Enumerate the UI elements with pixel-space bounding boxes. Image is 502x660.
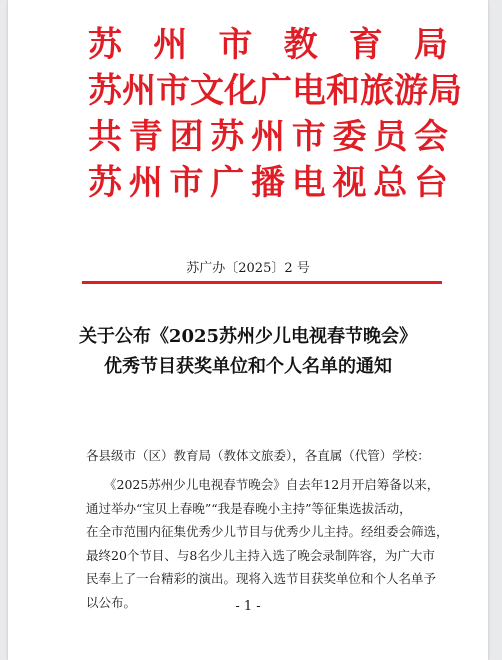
issuer-character: 苏 — [88, 71, 122, 111]
issuer-character: 委 — [332, 117, 367, 157]
issuer-character: 苏 — [210, 117, 245, 157]
issuer-character: 电 — [291, 163, 326, 203]
issuer-character: 和 — [326, 71, 360, 111]
body-line: 《2025苏州少儿电视春节晚会》自去年12月开启筹备以来， — [104, 477, 440, 492]
issuer-character: 电 — [292, 71, 326, 111]
issuer-character: 共 — [88, 117, 122, 157]
issuer-character: 会 — [414, 117, 448, 157]
body-line: 民奉上了一台精彩的演出。现将入选节目获奖单位和个人名单予 — [86, 571, 437, 586]
issuer-character: 旅 — [360, 71, 394, 111]
issuer-character: 团 — [169, 117, 204, 157]
issuer-character: 局 — [428, 71, 462, 111]
title-line-1: 关于公布《2025苏州少儿电视春节晚会》 — [78, 326, 418, 347]
salutation: 各县级市（区）教育局（教体文旅委），各直属（代管）学校： — [86, 448, 430, 463]
issuer-character: 州 — [251, 117, 285, 157]
issuer-character: 台 — [414, 163, 448, 203]
issuer-character: 局 — [413, 25, 448, 65]
issuer-character: 州 — [153, 25, 188, 65]
issuer-line-youth-league — [88, 114, 448, 160]
issuer-line-education-bureau — [88, 22, 448, 68]
issuer-line-culture-tourism-bureau — [88, 68, 462, 114]
issuing-authorities-header — [8, 22, 488, 206]
issuer-character: 播 — [251, 163, 285, 203]
issuer-character: 市 — [291, 117, 326, 157]
issuer-character: 市 — [156, 71, 190, 111]
issuer-character: 青 — [128, 117, 163, 157]
issuer-character: 苏 — [88, 25, 122, 65]
issuer-character: 文 — [190, 71, 224, 111]
issuer-character: 州 — [122, 71, 156, 111]
document-page — [8, 0, 488, 660]
issuer-character: 市 — [169, 163, 204, 203]
issuer-character: 总 — [373, 163, 408, 203]
issuer-character: 苏 — [88, 163, 122, 203]
red-separator-line — [82, 281, 442, 284]
issuer-character: 化 — [224, 71, 258, 111]
body-line: 通过举办“宝贝上春晚”“我是春晚小主持”等征集选拔活动， — [86, 500, 412, 516]
body-line: 以公布。 — [86, 594, 137, 610]
body-line: 在全市范围内征集优秀少儿节目与优秀少儿主持。经组委会筛选， — [86, 524, 449, 539]
issuer-character: 州 — [128, 163, 163, 203]
issuer-character: 教 — [283, 25, 318, 65]
title-line-2: 优秀节目获奖单位和个人名单的通知 — [104, 356, 392, 377]
issuer-character: 广 — [258, 71, 292, 111]
issuer-line-broadcasting-station — [88, 160, 448, 206]
issuer-character: 市 — [218, 25, 253, 65]
document-number: 苏广办〔2025〕2 号 — [186, 261, 310, 276]
issuer-character: 育 — [348, 25, 383, 65]
issuer-character: 广 — [210, 163, 245, 203]
body-line: 最终20个节目、与8名少儿主持入选了晚会录制阵容，为广大市 — [86, 547, 435, 563]
document-title — [8, 322, 488, 382]
page-number: - 1 - — [235, 599, 261, 614]
issuer-character: 游 — [394, 71, 428, 111]
body-paragraph — [86, 473, 461, 614]
issuer-character: 视 — [332, 163, 367, 203]
issuer-character: 员 — [373, 117, 408, 157]
